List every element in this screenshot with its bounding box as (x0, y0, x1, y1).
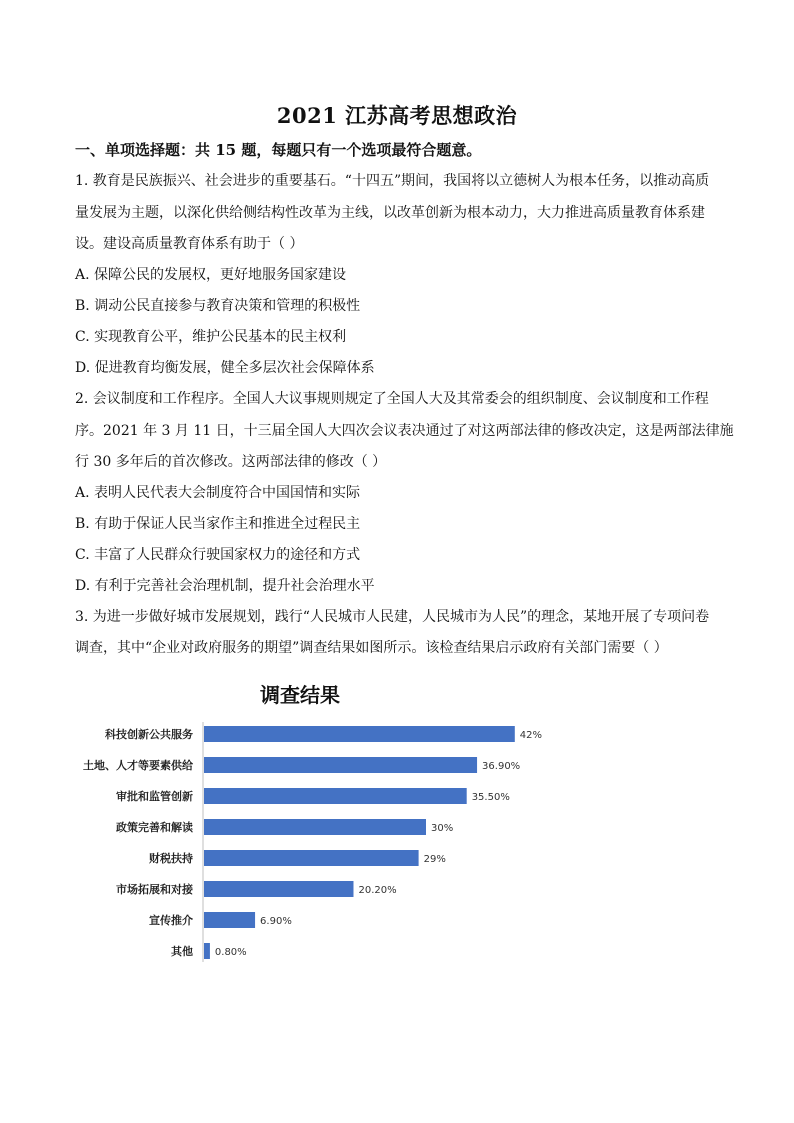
bar (204, 819, 426, 835)
value-label: 30% (431, 823, 454, 834)
section-heading: 一、单项选择题：共 15 题，每题只有一个选项最符合题意。 (75, 141, 482, 159)
bar (204, 912, 255, 928)
question-2-text: 2. 会议制度和工作程序。全国人大议事规则规定了全国人大及其常委会的组织制度、会议制度和工作程 (75, 391, 709, 407)
value-label: 42% (519, 730, 543, 741)
bar (204, 726, 515, 742)
value-label: 6.90% (260, 916, 292, 927)
bar (204, 881, 353, 897)
value-label: 36.90% (482, 761, 521, 772)
page-title: 2021 江苏高考思想政治 (276, 103, 518, 128)
bar (204, 757, 477, 773)
category-label: 科技创新公共服务 (105, 728, 193, 741)
question-2-option-a: A. 表明人民代表大会制度符合中国国情和实际 (75, 485, 361, 501)
question-2-option-d: D. 有利于完善社会治理机制，提升社会治理水平 (75, 578, 375, 594)
value-label: 0.80% (214, 947, 247, 958)
question-2-text: 行 30 多年后的首次修改。这两部法律的修改（ ） (75, 454, 387, 470)
value-label: 29% (423, 854, 446, 865)
category-label: 政策完善和解读 (116, 821, 193, 834)
question-2-text: 序。2021 年 3 月 11 日，十三届全国人大四次会议表决通过了对这两部法律的修改决定，这是两部法律施 (75, 423, 734, 439)
question-1-text: 量发展为主题，以深化供给侧结构性改革为主线，以改革创新为根本动力，大力推进高质量教育体系建 (75, 205, 705, 221)
question-1-text: 设。建设高质量教育体系有助于（ ） (75, 236, 304, 252)
value-label: 20.20% (358, 885, 397, 896)
chart-marks (83, 726, 542, 959)
value-label: 35.50% (471, 792, 510, 803)
question-1-option-d: D. 促进教育均衡发展，健全多层次社会保障体系 (75, 360, 375, 376)
bar (204, 850, 419, 866)
bar (204, 788, 467, 804)
question-1-option-a: A. 保障公民的发展权，更好地服务国家建设 (75, 267, 347, 283)
question-2-option-b: B. 有助于保证人民当家作主和推进全过程民主 (75, 516, 361, 532)
category-label: 土地、人才等要素供给 (83, 759, 193, 772)
question-3-text: 调查，其中“企业对政府服务的期望”调查结果如图所示。该检查结果启示政府有关部门需要（ ） (75, 640, 668, 656)
survey-bar-chart (60, 670, 580, 990)
chart-svg (60, 670, 580, 990)
question-1-text: 1. 教育是民族振兴、社会进步的重要基石。“十四五”期间，我国将以立德树人为根本任务，以推动高质 (75, 173, 710, 189)
category-label: 审批和监管创新 (116, 790, 193, 803)
category-label: 其他 (171, 945, 193, 958)
question-1-option-b: B. 调动公民直接参与教育决策和管理的积极性 (75, 298, 361, 314)
question-2-option-c: C. 丰富了人民群众行驶国家权力的途径和方式 (75, 547, 361, 563)
chart-title: 调查结果 (260, 683, 340, 707)
category-label: 财税扶持 (149, 852, 193, 865)
category-label: 市场拓展和对接 (116, 883, 193, 896)
category-label: 宣传推介 (149, 914, 193, 927)
question-3-text: 3. 为进一步做好城市发展规划，践行“人民城市人民建，人民城市为人民”的理念，某地开展了专项问卷 (75, 609, 710, 625)
bar (204, 943, 210, 959)
question-1-option-c: C. 实现教育公平，维护公民基本的民主权利 (75, 329, 347, 345)
